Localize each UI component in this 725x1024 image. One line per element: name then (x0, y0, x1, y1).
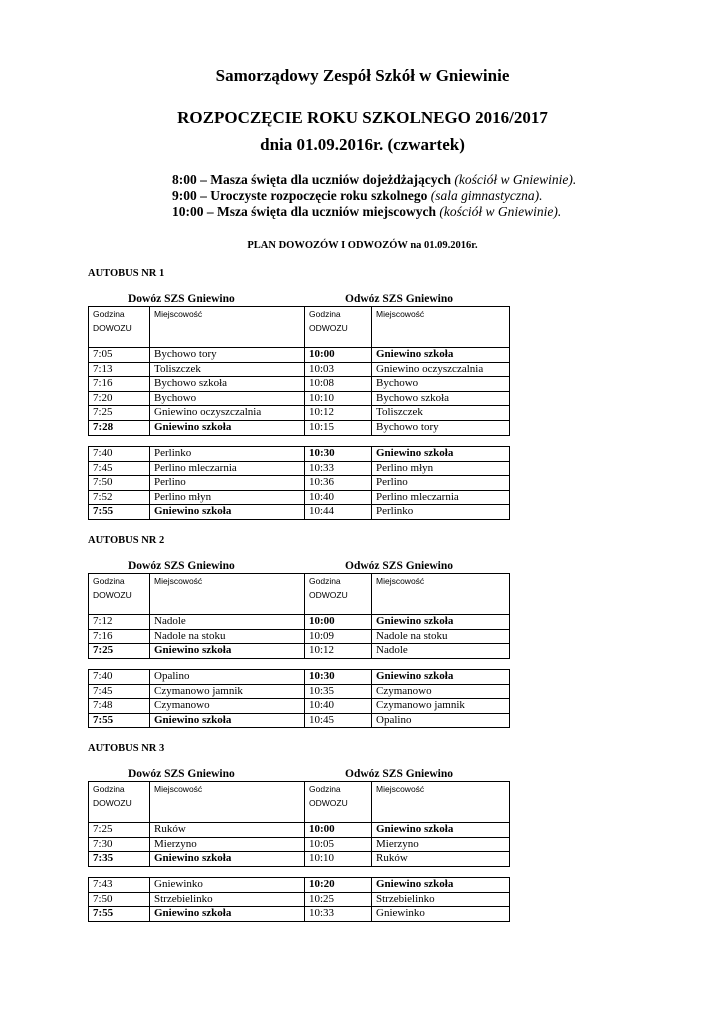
odwoz-time: 10:15 (305, 420, 372, 435)
dowoz-place: Opalino (150, 670, 305, 685)
odwoz-place: Czymanowo (372, 684, 510, 699)
dowoz-place: Nadole na stoku (150, 629, 305, 644)
odwoz-place: Perlino młyn (372, 461, 510, 476)
bus-timetable (88, 573, 510, 659)
odwoz-time: 10:30 (305, 670, 372, 685)
dowoz-heading: Dowóz SZS Gniewino (128, 293, 235, 305)
odwoz-place: Nadole na stoku (372, 629, 510, 644)
table-row (89, 713, 510, 728)
odwoz-place: Gniewino szkoła (372, 878, 510, 893)
table-row (89, 684, 510, 699)
table-row (89, 615, 510, 630)
odwoz-time: 10:40 (305, 699, 372, 714)
odwoz-place: Bychowo tory (372, 420, 510, 435)
dowoz-place: Perlinko (150, 447, 305, 462)
table-row (89, 699, 510, 714)
odwoz-place: Gniewino oczyszczalnia (372, 362, 510, 377)
odwoz-place: Gniewino szkoła (372, 348, 510, 363)
dowoz-time: 7:48 (89, 699, 150, 714)
dowoz-heading: Dowóz SZS Gniewino (128, 560, 235, 572)
table-row (89, 406, 510, 421)
dowoz-place: Strzebielinko (150, 892, 305, 907)
odwoz-place: Bychowo (372, 377, 510, 392)
dowoz-place: Gniewino szkoła (150, 907, 305, 922)
table-row (89, 823, 510, 838)
odwoz-place: Perlinko (372, 505, 510, 520)
odwoz-time: 10:40 (305, 490, 372, 505)
table-row (89, 490, 510, 505)
odwoz-heading: Odwóz SZS Gniewino (345, 293, 453, 305)
dowoz-place: Gniewino szkoła (150, 713, 305, 728)
dowoz-time: 7:16 (89, 629, 150, 644)
header-godzina-odwozu: Godzina ODWOZU (305, 307, 372, 348)
odwoz-place: Perlino mleczarnia (372, 490, 510, 505)
dowoz-place: Gniewino szkoła (150, 505, 305, 520)
table-row (89, 852, 510, 867)
dowoz-time: 7:16 (89, 377, 150, 392)
odwoz-place: Toliszczek (372, 406, 510, 421)
dowoz-time: 7:40 (89, 447, 150, 462)
odwoz-place: Czymanowo jamnik (372, 699, 510, 714)
odwoz-place: Opalino (372, 713, 510, 728)
bus-timetable (88, 669, 510, 728)
odwoz-time: 10:44 (305, 505, 372, 520)
table-row (89, 670, 510, 685)
plan-title: PLAN DOWOZÓW I ODWOZÓW na 01.09.2016r. (247, 240, 478, 251)
odwoz-time: 10:33 (305, 907, 372, 922)
dowoz-place: Nadole (150, 615, 305, 630)
odwoz-place: Gniewino szkoła (372, 615, 510, 630)
dowoz-heading: Dowóz SZS Gniewino (128, 768, 235, 780)
header-miejscowosc: Miejscowość (372, 782, 510, 823)
dowoz-place: Toliszczek (150, 362, 305, 377)
table-header-row (89, 782, 510, 823)
dowoz-time: 7:45 (89, 461, 150, 476)
schedule-item: 9:00 – Uroczyste rozpoczęcie roku szkolnego (sala gimnastyczna). (172, 188, 543, 203)
odwoz-time: 10:10 (305, 391, 372, 406)
bus-title: AUTOBUS NR 3 (88, 743, 165, 754)
table-row (89, 907, 510, 922)
dowoz-place: Bychowo szkoła (150, 377, 305, 392)
odwoz-time: 10:20 (305, 878, 372, 893)
dowoz-place: Perlino (150, 476, 305, 491)
bus-title: AUTOBUS NR 2 (88, 535, 165, 546)
dowoz-time: 7:25 (89, 644, 150, 659)
odwoz-place: Gniewino szkoła (372, 447, 510, 462)
odwoz-place: Mierzyno (372, 837, 510, 852)
table-row (89, 837, 510, 852)
table-header-row (89, 307, 510, 348)
odwoz-heading: Odwóz SZS Gniewino (345, 768, 453, 780)
dowoz-time: 7:35 (89, 852, 150, 867)
table-row (89, 391, 510, 406)
dowoz-place: Bychowo (150, 391, 305, 406)
dowoz-place: Gniewino szkoła (150, 420, 305, 435)
dowoz-time: 7:40 (89, 670, 150, 685)
dowoz-time: 7:25 (89, 823, 150, 838)
odwoz-place: Bychowo szkoła (372, 391, 510, 406)
odwoz-time: 10:33 (305, 461, 372, 476)
table-row (89, 362, 510, 377)
bus-timetable (88, 446, 510, 520)
dowoz-time: 7:50 (89, 476, 150, 491)
table-row (89, 348, 510, 363)
table-row (89, 892, 510, 907)
header-godzina-dowozu: Godzina DOWOZU (89, 574, 150, 615)
schedule-item: 10:00 – Msza święta dla uczniów miejscowych (kościół w Gniewinie). (172, 204, 562, 219)
dowoz-place: Gniewino szkoła (150, 644, 305, 659)
dowoz-place: Gniewino szkoła (150, 852, 305, 867)
odwoz-time: 10:12 (305, 406, 372, 421)
odwoz-place: Gniewino szkoła (372, 823, 510, 838)
odwoz-place: Gniewinko (372, 907, 510, 922)
dowoz-time: 7:28 (89, 420, 150, 435)
table-row (89, 377, 510, 392)
dowoz-place: Czymanowo (150, 699, 305, 714)
dowoz-time: 7:43 (89, 878, 150, 893)
dowoz-place: Perlino młyn (150, 490, 305, 505)
dowoz-place: Perlino mleczarnia (150, 461, 305, 476)
table-row (89, 420, 510, 435)
odwoz-place: Perlino (372, 476, 510, 491)
header-miejscowosc: Miejscowość (150, 307, 305, 348)
dowoz-time: 7:20 (89, 391, 150, 406)
event-title: ROZPOCZĘCIE ROKU SZKOLNEGO 2016/2017 (177, 108, 548, 127)
odwoz-time: 10:36 (305, 476, 372, 491)
school-name: Samorządowy Zespół Szkół w Gniewinie (215, 66, 510, 85)
dowoz-place: Czymanowo jamnik (150, 684, 305, 699)
odwoz-time: 10:05 (305, 837, 372, 852)
header-godzina-dowozu: Godzina DOWOZU (89, 782, 150, 823)
dowoz-place: Ruków (150, 823, 305, 838)
dowoz-place: Mierzyno (150, 837, 305, 852)
odwoz-time: 10:09 (305, 629, 372, 644)
odwoz-heading: Odwóz SZS Gniewino (345, 560, 453, 572)
dowoz-time: 7:55 (89, 907, 150, 922)
dowoz-time: 7:55 (89, 505, 150, 520)
odwoz-place: Nadole (372, 644, 510, 659)
dowoz-time: 7:25 (89, 406, 150, 421)
dowoz-time: 7:05 (89, 348, 150, 363)
dowoz-time: 7:45 (89, 684, 150, 699)
table-header-row (89, 574, 510, 615)
odwoz-time: 10:03 (305, 362, 372, 377)
bus-timetable (88, 306, 510, 436)
dowoz-time: 7:13 (89, 362, 150, 377)
table-row (89, 878, 510, 893)
bus-timetable (88, 877, 510, 922)
odwoz-place: Gniewino szkoła (372, 670, 510, 685)
odwoz-time: 10:30 (305, 447, 372, 462)
event-date: dnia 01.09.2016r. (czwartek) (260, 135, 465, 154)
table-row (89, 629, 510, 644)
bus-title: AUTOBUS NR 1 (88, 268, 165, 279)
header-miejscowosc: Miejscowość (150, 574, 305, 615)
table-row (89, 476, 510, 491)
dowoz-time: 7:50 (89, 892, 150, 907)
header-miejscowosc: Miejscowość (372, 307, 510, 348)
header-godzina-dowozu: Godzina DOWOZU (89, 307, 150, 348)
odwoz-time: 10:10 (305, 852, 372, 867)
dowoz-time: 7:52 (89, 490, 150, 505)
dowoz-time: 7:30 (89, 837, 150, 852)
odwoz-time: 10:08 (305, 377, 372, 392)
header-miejscowosc: Miejscowość (372, 574, 510, 615)
odwoz-time: 10:00 (305, 823, 372, 838)
dowoz-place: Gniewinko (150, 878, 305, 893)
dowoz-place: Gniewino oczyszczalnia (150, 406, 305, 421)
table-row (89, 447, 510, 462)
header-godzina-odwozu: Godzina ODWOZU (305, 782, 372, 823)
ceremony-schedule (172, 172, 576, 220)
odwoz-time: 10:00 (305, 615, 372, 630)
dowoz-time: 7:12 (89, 615, 150, 630)
odwoz-place: Strzebielinko (372, 892, 510, 907)
table-row (89, 461, 510, 476)
schedule-item: 8:00 – Masza święta dla uczniów dojeżdżających (kościół w Gniewinie). (172, 172, 577, 187)
odwoz-time: 10:45 (305, 713, 372, 728)
header-miejscowosc: Miejscowość (150, 782, 305, 823)
odwoz-time: 10:25 (305, 892, 372, 907)
bus-timetable (88, 781, 510, 867)
table-row (89, 644, 510, 659)
odwoz-time: 10:35 (305, 684, 372, 699)
odwoz-time: 10:12 (305, 644, 372, 659)
dowoz-place: Bychowo tory (150, 348, 305, 363)
header-godzina-odwozu: Godzina ODWOZU (305, 574, 372, 615)
odwoz-time: 10:00 (305, 348, 372, 363)
table-row (89, 505, 510, 520)
odwoz-place: Ruków (372, 852, 510, 867)
dowoz-time: 7:55 (89, 713, 150, 728)
